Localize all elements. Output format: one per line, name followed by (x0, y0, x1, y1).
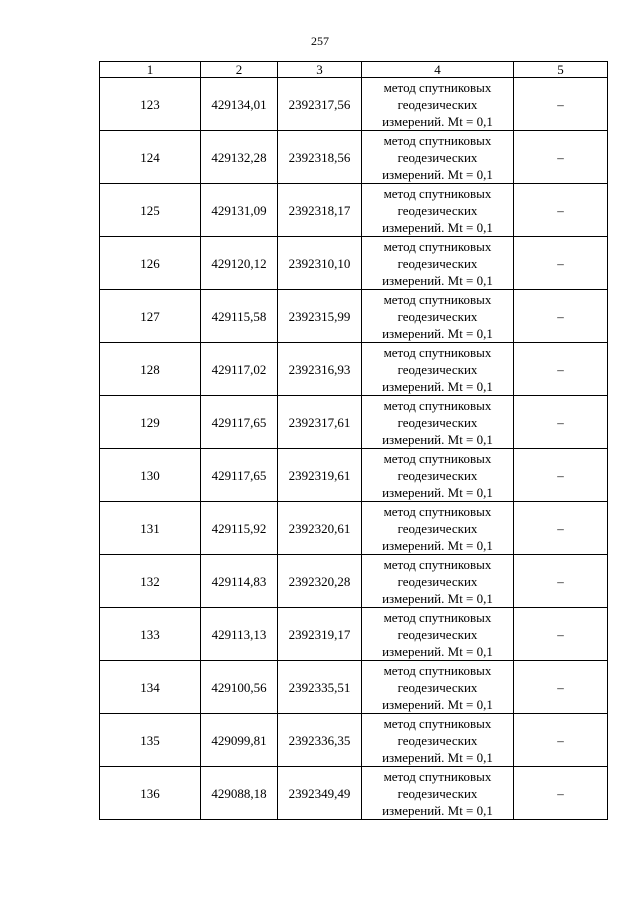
table-row (100, 608, 608, 661)
method-line: геодезических (397, 361, 478, 377)
method-line: измерений. Mt = 0,1 (382, 272, 493, 288)
method-cell (362, 449, 514, 502)
method-cell (362, 555, 514, 608)
method-cell (362, 237, 514, 290)
table-row (100, 661, 608, 714)
y-coordinate-cell: 2392336,35 (278, 714, 362, 767)
point-number-cell: 124 (100, 131, 201, 184)
note-cell: – (514, 184, 608, 237)
method-line: геодезических (397, 202, 478, 218)
method-line: измерений. Mt = 0,1 (382, 802, 493, 818)
table-row (100, 714, 608, 767)
point-number-cell: 128 (100, 343, 201, 396)
y-coordinate-cell: 2392318,56 (278, 131, 362, 184)
method-line: измерений. Mt = 0,1 (382, 590, 493, 606)
table-row (100, 184, 608, 237)
note-cell: – (514, 714, 608, 767)
note-cell: – (514, 767, 608, 820)
x-coordinate-cell: 429088,18 (201, 767, 278, 820)
y-coordinate-cell: 2392320,28 (278, 555, 362, 608)
method-line: метод спутниковых (383, 450, 492, 466)
method-line: измерений. Mt = 0,1 (382, 113, 493, 129)
point-number-cell: 134 (100, 661, 201, 714)
point-number-cell: 129 (100, 396, 201, 449)
method-line: геодезических (397, 520, 478, 536)
method-line: метод спутниковых (383, 503, 492, 519)
point-number-cell: 130 (100, 449, 201, 502)
y-coordinate-cell: 2392310,10 (278, 237, 362, 290)
note-cell: – (514, 78, 608, 131)
y-coordinate-cell: 2392335,51 (278, 661, 362, 714)
table-row (100, 131, 608, 184)
method-cell (362, 343, 514, 396)
note-cell: – (514, 237, 608, 290)
note-cell: – (514, 396, 608, 449)
method-cell (362, 661, 514, 714)
method-line: метод спутниковых (383, 291, 492, 307)
y-coordinate-cell: 2392316,93 (278, 343, 362, 396)
method-line: геодезических (397, 149, 478, 165)
coordinates-table (99, 61, 608, 820)
y-coordinate-cell: 2392315,99 (278, 290, 362, 343)
method-cell (362, 714, 514, 767)
method-line: метод спутниковых (383, 768, 492, 784)
x-coordinate-cell: 429117,65 (201, 396, 278, 449)
x-coordinate-cell: 429115,58 (201, 290, 278, 343)
method-line: метод спутниковых (383, 556, 492, 572)
method-cell (362, 767, 514, 820)
point-number-cell: 126 (100, 237, 201, 290)
y-coordinate-cell: 2392318,17 (278, 184, 362, 237)
point-number-cell: 125 (100, 184, 201, 237)
x-coordinate-cell: 429100,56 (201, 661, 278, 714)
note-cell: – (514, 661, 608, 714)
method-line: метод спутниковых (383, 132, 492, 148)
point-number-cell: 127 (100, 290, 201, 343)
x-coordinate-cell: 429117,02 (201, 343, 278, 396)
method-line: измерений. Mt = 0,1 (382, 749, 493, 765)
method-cell (362, 290, 514, 343)
table-row (100, 502, 608, 555)
table-body (100, 78, 608, 820)
point-number-cell: 133 (100, 608, 201, 661)
table-row (100, 767, 608, 820)
note-cell: – (514, 449, 608, 502)
table-row (100, 78, 608, 131)
header-col-4: 4 (362, 62, 514, 78)
point-number-cell: 131 (100, 502, 201, 555)
header-row (100, 62, 608, 78)
note-cell: – (514, 608, 608, 661)
point-number-cell: 123 (100, 78, 201, 131)
y-coordinate-cell: 2392319,61 (278, 449, 362, 502)
method-line: измерений. Mt = 0,1 (382, 219, 493, 235)
table-row (100, 555, 608, 608)
note-cell: – (514, 343, 608, 396)
table-row (100, 343, 608, 396)
note-cell: – (514, 290, 608, 343)
method-cell (362, 608, 514, 661)
method-line: метод спутниковых (383, 662, 492, 678)
note-cell: – (514, 555, 608, 608)
method-line: измерений. Mt = 0,1 (382, 431, 493, 447)
method-line: геодезических (397, 573, 478, 589)
header-col-1: 1 (100, 62, 201, 78)
method-line: метод спутниковых (383, 185, 492, 201)
x-coordinate-cell: 429099,81 (201, 714, 278, 767)
method-line: геодезических (397, 414, 478, 430)
y-coordinate-cell: 2392317,56 (278, 78, 362, 131)
method-line: метод спутниковых (383, 344, 492, 360)
x-coordinate-cell: 429134,01 (201, 78, 278, 131)
method-line: геодезических (397, 308, 478, 324)
x-coordinate-cell: 429114,83 (201, 555, 278, 608)
point-number-cell: 136 (100, 767, 201, 820)
table-header (100, 62, 608, 78)
method-line: измерений. Mt = 0,1 (382, 643, 493, 659)
header-col-5: 5 (514, 62, 608, 78)
method-cell (362, 78, 514, 131)
x-coordinate-cell: 429131,09 (201, 184, 278, 237)
method-line: измерений. Mt = 0,1 (382, 378, 493, 394)
page-number: 257 (311, 34, 329, 48)
y-coordinate-cell: 2392319,17 (278, 608, 362, 661)
note-cell: – (514, 131, 608, 184)
x-coordinate-cell: 429115,92 (201, 502, 278, 555)
table-row (100, 396, 608, 449)
method-line: геодезических (397, 785, 478, 801)
method-cell (362, 184, 514, 237)
method-line: метод спутниковых (383, 715, 492, 731)
table-row (100, 449, 608, 502)
method-line: измерений. Mt = 0,1 (382, 325, 493, 341)
method-line: метод спутниковых (383, 79, 492, 95)
table-row (100, 290, 608, 343)
x-coordinate-cell: 429113,13 (201, 608, 278, 661)
method-line: геодезических (397, 679, 478, 695)
y-coordinate-cell: 2392320,61 (278, 502, 362, 555)
method-line: метод спутниковых (383, 609, 492, 625)
note-cell: – (514, 502, 608, 555)
y-coordinate-cell: 2392349,49 (278, 767, 362, 820)
x-coordinate-cell: 429117,65 (201, 449, 278, 502)
method-line: геодезических (397, 255, 478, 271)
y-coordinate-cell: 2392317,61 (278, 396, 362, 449)
header-col-3: 3 (278, 62, 362, 78)
point-number-cell: 135 (100, 714, 201, 767)
method-cell (362, 502, 514, 555)
method-line: геодезических (397, 732, 478, 748)
method-line: геодезических (397, 467, 478, 483)
method-cell (362, 131, 514, 184)
method-line: геодезических (397, 626, 478, 642)
method-line: измерений. Mt = 0,1 (382, 537, 493, 553)
table-row (100, 237, 608, 290)
method-line: измерений. Mt = 0,1 (382, 166, 493, 182)
x-coordinate-cell: 429132,28 (201, 131, 278, 184)
method-line: метод спутниковых (383, 238, 492, 254)
method-line: геодезических (397, 96, 478, 112)
method-line: метод спутниковых (383, 397, 492, 413)
x-coordinate-cell: 429120,12 (201, 237, 278, 290)
method-cell (362, 396, 514, 449)
point-number-cell: 132 (100, 555, 201, 608)
method-line: измерений. Mt = 0,1 (382, 484, 493, 500)
header-col-2: 2 (201, 62, 278, 78)
method-line: измерений. Mt = 0,1 (382, 696, 493, 712)
